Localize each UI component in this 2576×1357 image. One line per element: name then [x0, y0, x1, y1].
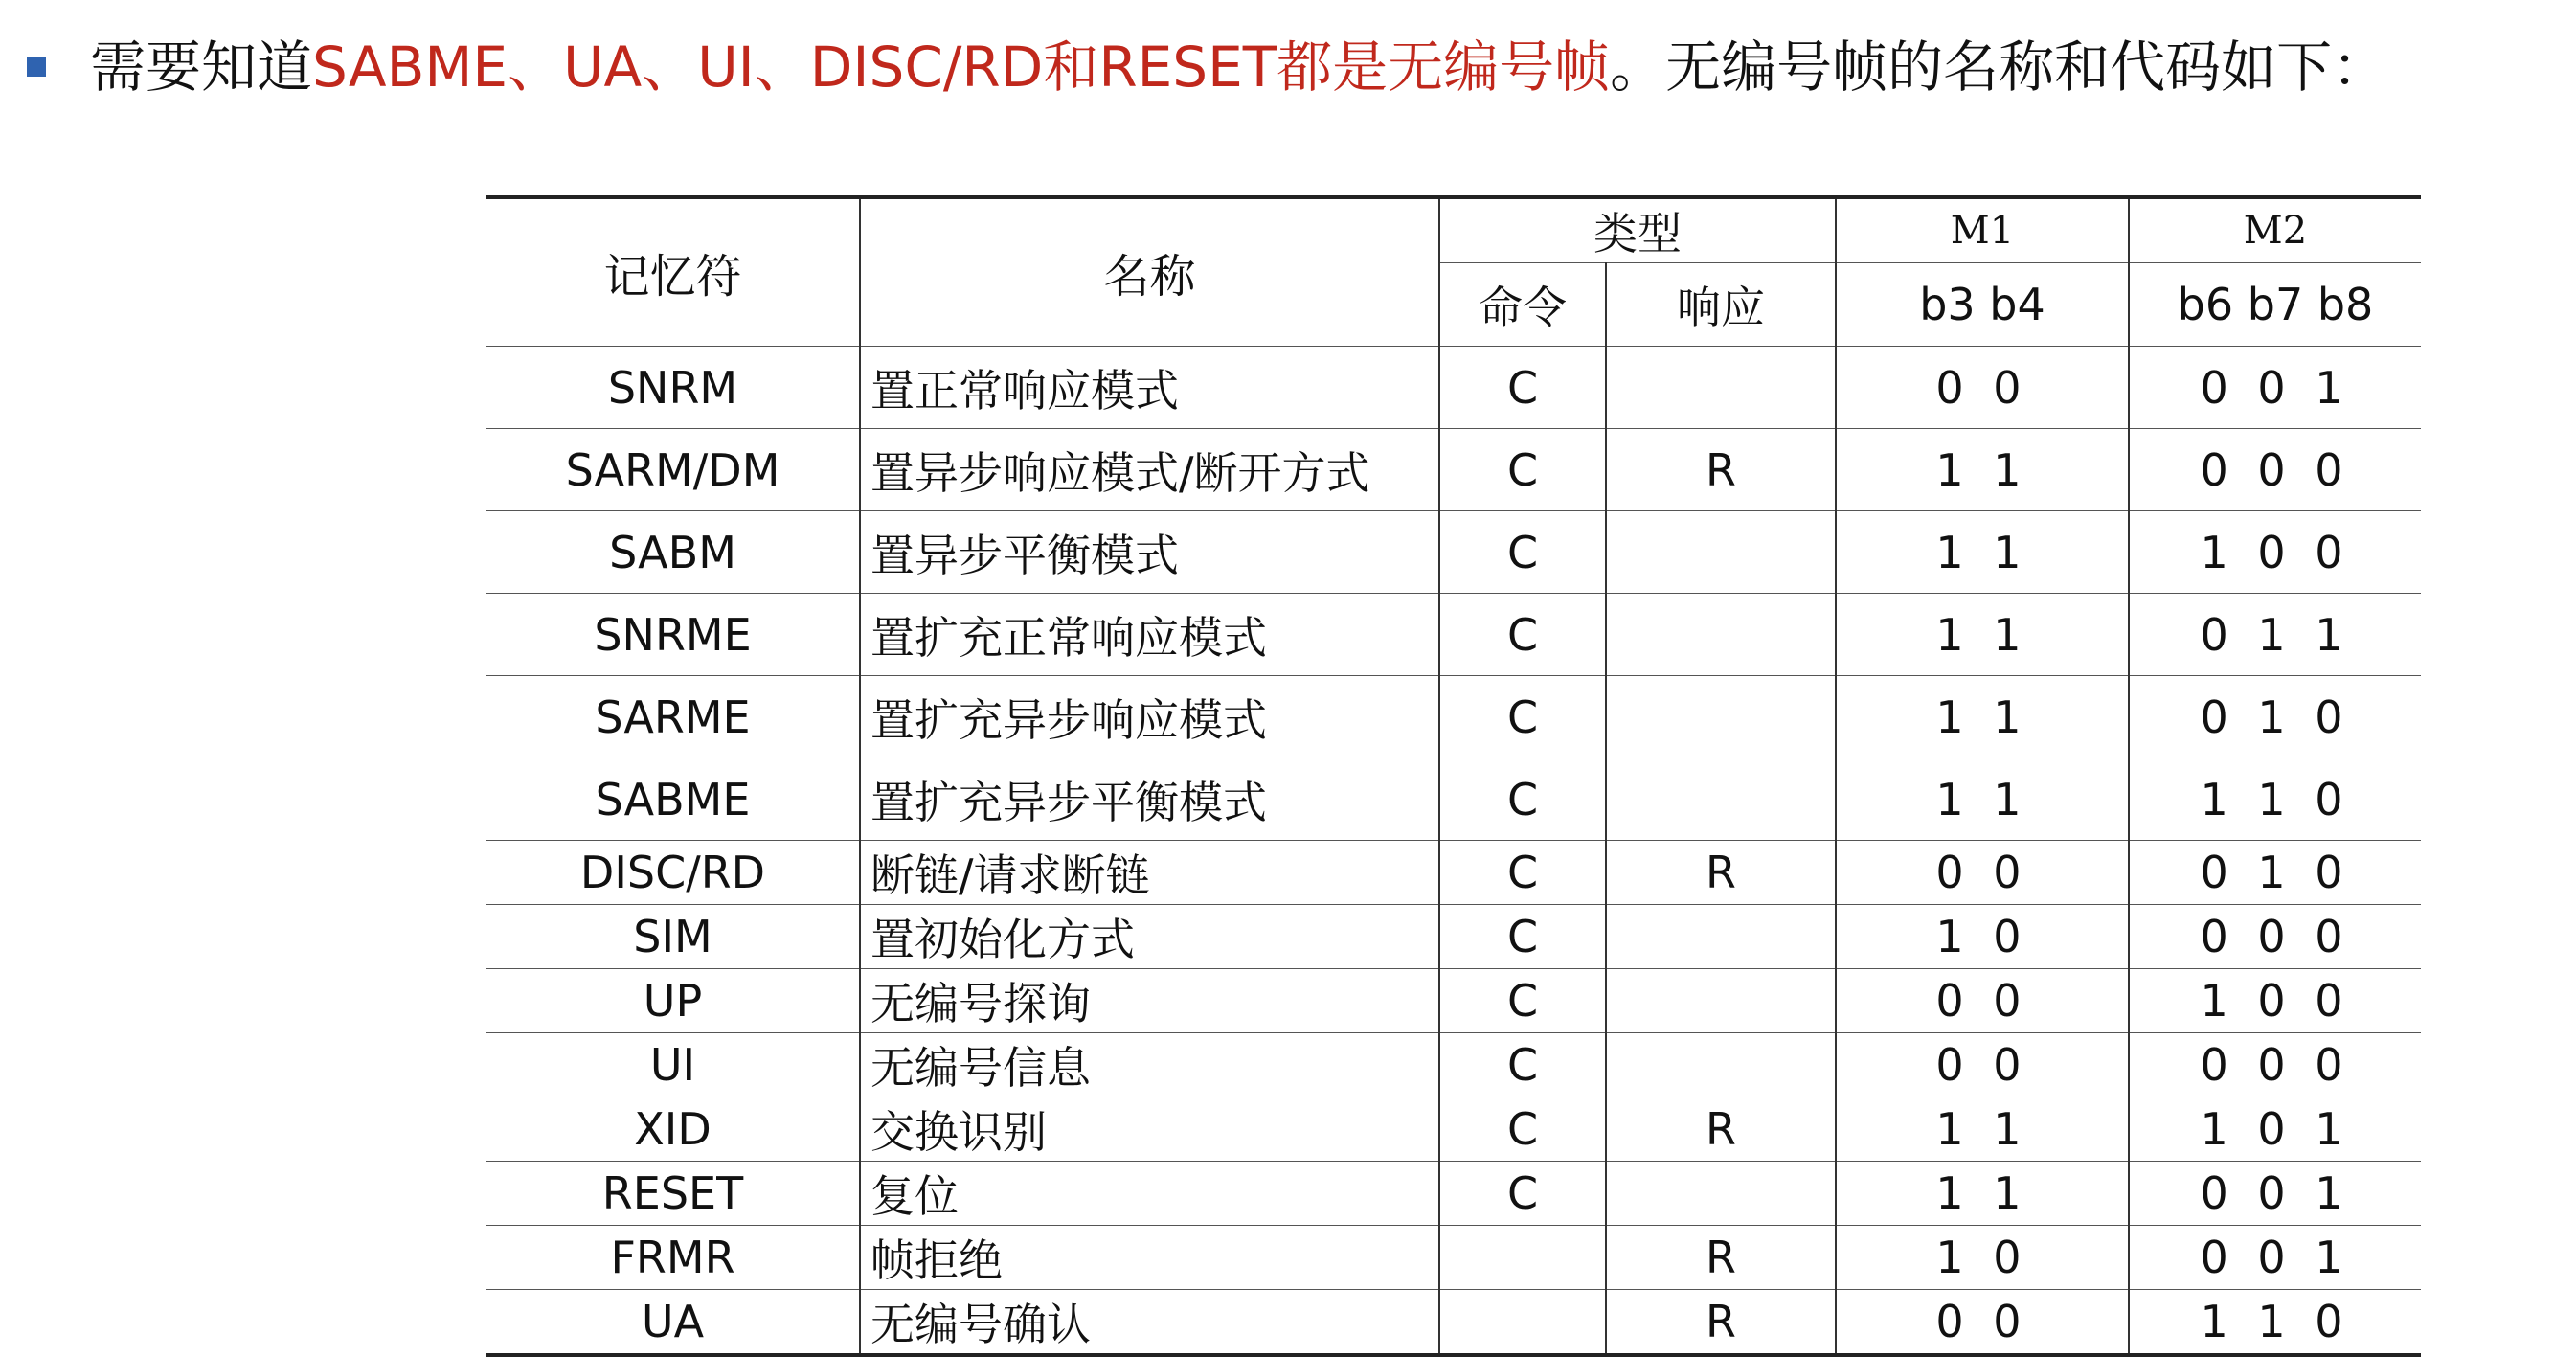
cell-response: R — [1606, 1097, 1836, 1162]
table-row — [486, 1226, 2421, 1290]
header-m1: M1 — [1836, 197, 2129, 263]
header-mnemonic: 记忆符 — [486, 197, 860, 347]
table-row — [486, 511, 2421, 594]
cell-name: 置扩充异步平衡模式 — [860, 758, 1439, 841]
table-row — [486, 1162, 2421, 1226]
header-m2-bits: b6 b7 b8 — [2129, 263, 2421, 347]
cell-m1: 0 0 — [1836, 841, 2129, 905]
cell-m1: 1 1 — [1836, 511, 2129, 594]
cell-name: 复位 — [860, 1162, 1439, 1226]
table-row — [486, 594, 2421, 676]
cell-m1: 1 0 — [1836, 905, 2129, 969]
table-row — [486, 841, 2421, 905]
cell-response: R — [1606, 1226, 1836, 1290]
cell-command: C — [1439, 969, 1606, 1033]
table-row — [486, 1097, 2421, 1162]
heading-highlight: SABME、UA、UI、DISC/RD和RESET都是无编号帧 — [312, 34, 1611, 100]
cell-mnemonic: XID — [486, 1097, 860, 1162]
cell-m1: 1 1 — [1836, 1162, 2129, 1226]
cell-command: C — [1439, 1033, 1606, 1097]
cell-response: R — [1606, 1290, 1836, 1356]
cell-name: 置正常响应模式 — [860, 347, 1439, 429]
cell-response — [1606, 1033, 1836, 1097]
cell-command: C — [1439, 429, 1606, 511]
cell-m2: 1 1 0 — [2129, 758, 2421, 841]
cell-mnemonic: SNRM — [486, 347, 860, 429]
cell-response — [1606, 1162, 1836, 1226]
cell-m1: 0 0 — [1836, 1290, 2129, 1356]
header-response: 响应 — [1606, 263, 1836, 347]
header-m1-bits: b3 b4 — [1836, 263, 2129, 347]
cell-name: 置初始化方式 — [860, 905, 1439, 969]
cell-name: 置异步响应模式/断开方式 — [860, 429, 1439, 511]
cell-m2: 1 0 0 — [2129, 511, 2421, 594]
cell-m2: 0 0 1 — [2129, 1162, 2421, 1226]
header-type: 类型 — [1439, 197, 1836, 263]
cell-m2: 0 1 0 — [2129, 676, 2421, 758]
table-row — [486, 758, 2421, 841]
table-row — [486, 905, 2421, 969]
cell-command: C — [1439, 347, 1606, 429]
cell-m2: 0 1 1 — [2129, 594, 2421, 676]
cell-m2: 0 0 0 — [2129, 1033, 2421, 1097]
table-row — [486, 429, 2421, 511]
cell-m2: 1 0 1 — [2129, 1097, 2421, 1162]
header-m2: M2 — [2129, 197, 2421, 263]
cell-response — [1606, 594, 1836, 676]
cell-mnemonic: SABM — [486, 511, 860, 594]
cell-command: C — [1439, 758, 1606, 841]
cell-m1: 1 1 — [1836, 429, 2129, 511]
header-command: 命令 — [1439, 263, 1606, 347]
cell-response — [1606, 758, 1836, 841]
cell-command: C — [1439, 905, 1606, 969]
cell-command — [1439, 1226, 1606, 1290]
cell-name: 置异步平衡模式 — [860, 511, 1439, 594]
cell-command: C — [1439, 1162, 1606, 1226]
cell-name: 置扩充正常响应模式 — [860, 594, 1439, 676]
cell-name: 无编号确认 — [860, 1290, 1439, 1356]
table-row — [486, 1033, 2421, 1097]
cell-name: 帧拒绝 — [860, 1226, 1439, 1290]
cell-mnemonic: UP — [486, 969, 860, 1033]
cell-mnemonic: UA — [486, 1290, 860, 1356]
cell-name: 无编号探询 — [860, 969, 1439, 1033]
heading-line — [27, 29, 2387, 105]
cell-name: 交换识别 — [860, 1097, 1439, 1162]
cell-name: 置扩充异步响应模式 — [860, 676, 1439, 758]
cell-response — [1606, 347, 1836, 429]
table-row — [486, 1290, 2421, 1356]
cell-mnemonic: DISC/RD — [486, 841, 860, 905]
cell-mnemonic: SARME — [486, 676, 860, 758]
cell-mnemonic: SIM — [486, 905, 860, 969]
cell-m2: 0 0 1 — [2129, 347, 2421, 429]
cell-command: C — [1439, 676, 1606, 758]
cell-m2: 0 0 0 — [2129, 429, 2421, 511]
cell-command: C — [1439, 841, 1606, 905]
unnumbered-frame-table — [486, 195, 2421, 1357]
cell-response — [1606, 905, 1836, 969]
cell-m1: 1 1 — [1836, 1097, 2129, 1162]
cell-command: C — [1439, 594, 1606, 676]
cell-m1: 0 0 — [1836, 969, 2129, 1033]
table-row — [486, 347, 2421, 429]
cell-mnemonic: SARM/DM — [486, 429, 860, 511]
table-row — [486, 969, 2421, 1033]
heading-prefix: 需要知道 — [90, 34, 313, 100]
cell-response — [1606, 969, 1836, 1033]
cell-m2: 0 0 0 — [2129, 905, 2421, 969]
table-row — [486, 676, 2421, 758]
header-name: 名称 — [860, 197, 1439, 347]
cell-response — [1606, 511, 1836, 594]
cell-m2: 0 0 1 — [2129, 1226, 2421, 1290]
cell-m1: 1 1 — [1836, 676, 2129, 758]
cell-m1: 0 0 — [1836, 347, 2129, 429]
cell-mnemonic: SABME — [486, 758, 860, 841]
bullet-square-icon — [27, 57, 46, 77]
cell-m1: 1 0 — [1836, 1226, 2129, 1290]
cell-command: C — [1439, 511, 1606, 594]
cell-command — [1439, 1290, 1606, 1356]
cell-response — [1606, 676, 1836, 758]
cell-mnemonic: FRMR — [486, 1226, 860, 1290]
heading-suffix: 。无编号帧的名称和代码如下： — [1610, 34, 2388, 100]
cell-mnemonic: UI — [486, 1033, 860, 1097]
table-body — [486, 347, 2421, 1356]
cell-m2: 1 0 0 — [2129, 969, 2421, 1033]
cell-response: R — [1606, 429, 1836, 511]
cell-command: C — [1439, 1097, 1606, 1162]
cell-response: R — [1606, 841, 1836, 905]
cell-mnemonic: RESET — [486, 1162, 860, 1226]
cell-name: 无编号信息 — [860, 1033, 1439, 1097]
cell-m1: 0 0 — [1836, 1033, 2129, 1097]
cell-m1: 1 1 — [1836, 594, 2129, 676]
cell-mnemonic: SNRME — [486, 594, 860, 676]
cell-m1: 1 1 — [1836, 758, 2129, 841]
cell-m2: 1 1 0 — [2129, 1290, 2421, 1356]
cell-m2: 0 1 0 — [2129, 841, 2421, 905]
cell-name: 断链/请求断链 — [860, 841, 1439, 905]
